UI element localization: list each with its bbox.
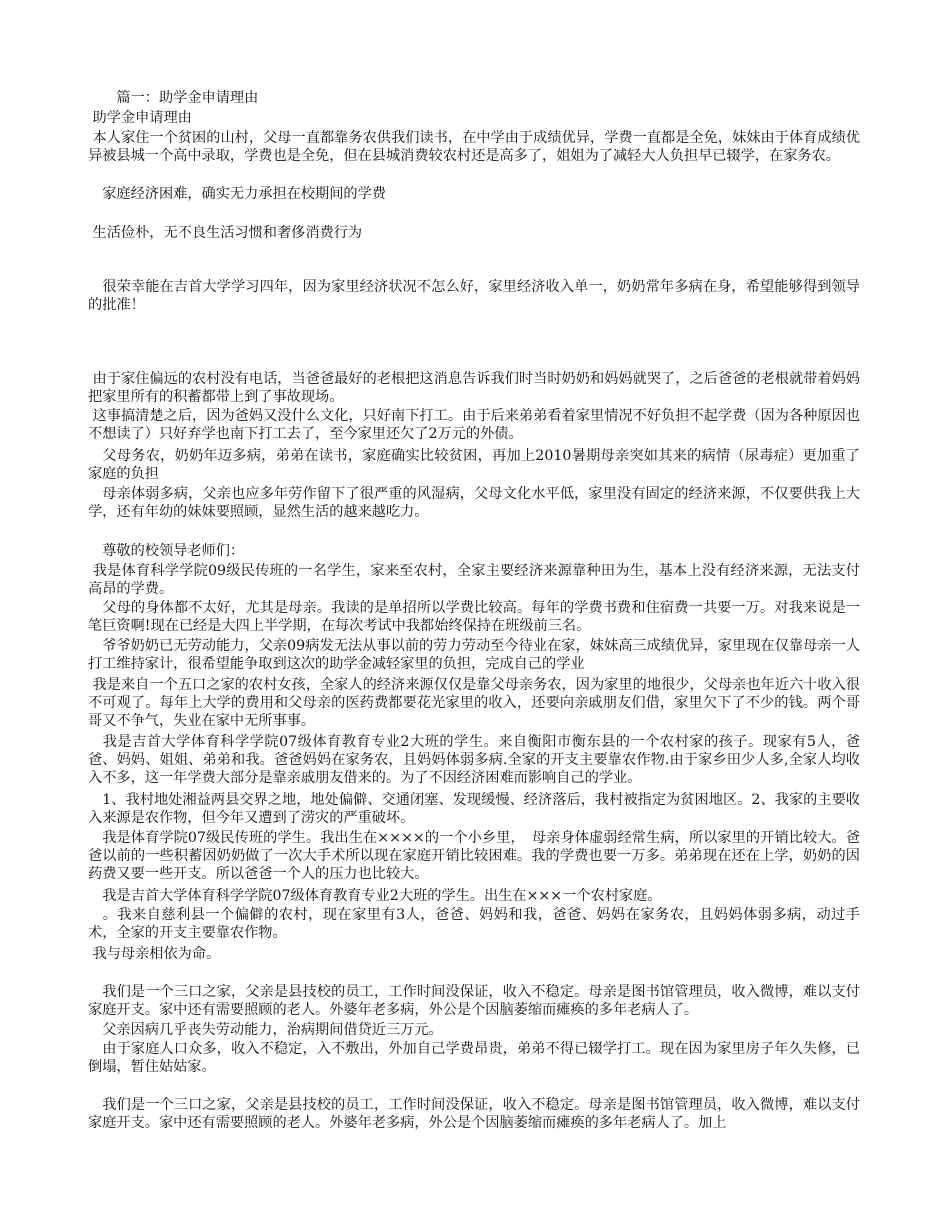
paragraph: 家庭经济困难，确实无力承担在校期间的学费 [88, 186, 386, 202]
paragraph: 我与母亲相依为命。 [88, 946, 221, 962]
paragraph: 1、我村地处湘益两县交界之地，地处偏僻、交通闭塞、发现缓慢、经济落后，我村被指定为贫困地区。2、我家的主要收入来源是农作物，但今年又遭到了涝灾的严重破坏。 [88, 792, 860, 826]
paragraph: 父亲因病几乎丧失劳动能力，治病期间借贷近三万元。 [88, 1022, 443, 1038]
paragraph: 我们是一个三口之家，父亲是县技校的员工，工作时间没保证，收入不稳定。母亲是图书馆管理员，收入微博，难以支付家庭开支。家中还有需要照顾的老人。外婆年老多病，外公是个因脑萎缩而瘫痪的多年老病人了。加上 [88, 1097, 860, 1131]
paragraph: 本人家住一个贫困的山村，父母一直都靠务农供我们读书，在中学由于成绩优异，学费一直都是全免，妹妹由于体育成绩优异被县城一个高中录取，学费也是全免，但在县城消费较农村还是高多了，姐姐为了减轻大人负担早已辍学，在家务农。 [88, 130, 860, 164]
document-subheading: 助学金申请理由 [88, 110, 192, 126]
paragraph: 父母务农，奶奶年迈多病，弟弟在读书，家庭确实比较贫困，再加上2010暑期母亲突如其来的病情（尿毒症）更加重了家庭的负担 [88, 448, 860, 482]
paragraph: 父母的身体都不太好，尤其是母亲。我读的是单招所以学费比较高。每年的学费书费和住宿费一共要一万。对我来说是一笔巨资啊!现在已经是大四上半学期，在每次考试中我都始终保持在班级前三名。 [88, 600, 860, 634]
paragraph: 我是吉首大学体育科学学院07级体育教育专业2大班的学生。来自衡阳市衡东县的一个农村家的孩子。现家有5人，爸爸、妈妈、姐姐、弟弟和我。爸爸妈妈在家务农，且妈妈体弱多病.全家的开支主要靠农作物.由于家乡田少人多,全家人均收入不多，这一年学费大部分是靠亲戚朋友借来的。为了不因经济困难而影响自己的学业。 [88, 734, 860, 786]
paragraph: 爷爷奶奶已无劳动能力，父亲09病发无法从事以前的劳力劳动至今待业在家，妹妹高三成绩优异，家里现在仅靠母亲一人打工维持家计，很希望能争取到这次的助学金减轻家里的负担，完成自己的学业 [88, 638, 860, 672]
paragraph: 我们是一个三口之家，父亲是县技校的员工，工作时间没保证，收入不稳定。母亲是图书馆管理员，收入微博，难以支付家庭开支。家中还有需要照顾的老人。外婆年老多病，外公是个因脑萎缩而瘫痪的多年老病人了。 [88, 984, 860, 1018]
paragraph: 由于家住偏远的农村没有电话，当爸爸最好的老根把这消息告诉我们时当时奶奶和妈妈就哭了，之后爸爸的老根就带着妈妈把家里所有的积蓄都带上到了事故现场。 [88, 371, 860, 405]
paragraph: 尊敬的校领导老师们： [88, 543, 245, 559]
paragraph: 由于家庭人口众多，收入不稳定，入不敷出，外加自己学费昂贵，弟弟不得已辍学打工。现在因为家里房子年久失修，已倒塌，暂住姑姑家。 [88, 1041, 860, 1075]
paragraph: 我是体育科学学院09级民传班的一名学生，家来至农村，全家主要经济来源靠种田为生，基本上没有经济来源，无法支付高昂的学费。 [88, 563, 860, 597]
paragraph: 生活俭朴，无不良生活习惯和奢侈消费行为 [88, 225, 363, 241]
document-heading: 篇一：助学金申请理由 [88, 90, 259, 106]
paragraph: 母亲体弱多病，父亲也应多年劳作留下了很严重的风湿病，父母文化水平低，家里没有固定的经济来源，不仅要供我上大学，还有年幼的妹妹要照顾，显然生活的越来越吃力。 [88, 486, 860, 520]
paragraph: 我是吉首大学体育科学学院07级体育教育专业2大班的学生。出生在×××一个农村家庭。 [88, 888, 662, 904]
paragraph: 我是来自一个五口之家的农村女孩，全家人的经济来源仅仅是靠父母亲务农，因为家里的地很少，父母亲也年近六十收入很不可观了。每年上大学的费用和父母亲的医药费都要花光家里的收入，还要向亲戚朋友们借，家里欠下了不少的钱。两个哥哥又不争气，失业在家中无所事事。 [88, 677, 860, 729]
paragraph: 这事搞清楚之后，因为爸妈又没什么文化，只好南下打工。由于后来弟弟看着家里情况不好负担不起学费（因为各种原因也不想读了）只好弃学也南下打工去了，至今家里还欠了2万元的外债。 [88, 408, 860, 442]
paragraph: 。我来自慈利县一个偏僻的农村，现在家里有3人，爸爸、妈妈和我，爸爸、妈妈在家务农，且妈妈体弱多病，动过手术，全家的开支主要靠农作物。 [88, 907, 860, 941]
paragraph: 很荣幸能在吉首大学学习四年，因为家里经济状况不怎么好，家里经济收入单一，奶奶常年多病在身，希望能够得到领导的批准！ [88, 279, 860, 313]
paragraph: 我是体育学院07级民传班的学生。我出生在××××的一个小乡里， 母亲身体虚弱经常生病，所以家里的开销比较大。爸爸以前的一些积蓄因奶奶做了一次大手术所以现在家庭开销比较困难。我的学费也要一万多。弟弟现在还在上学，奶奶的因药费又要一些开支。所以爸爸一个人的压力也比较大。 [88, 830, 860, 882]
